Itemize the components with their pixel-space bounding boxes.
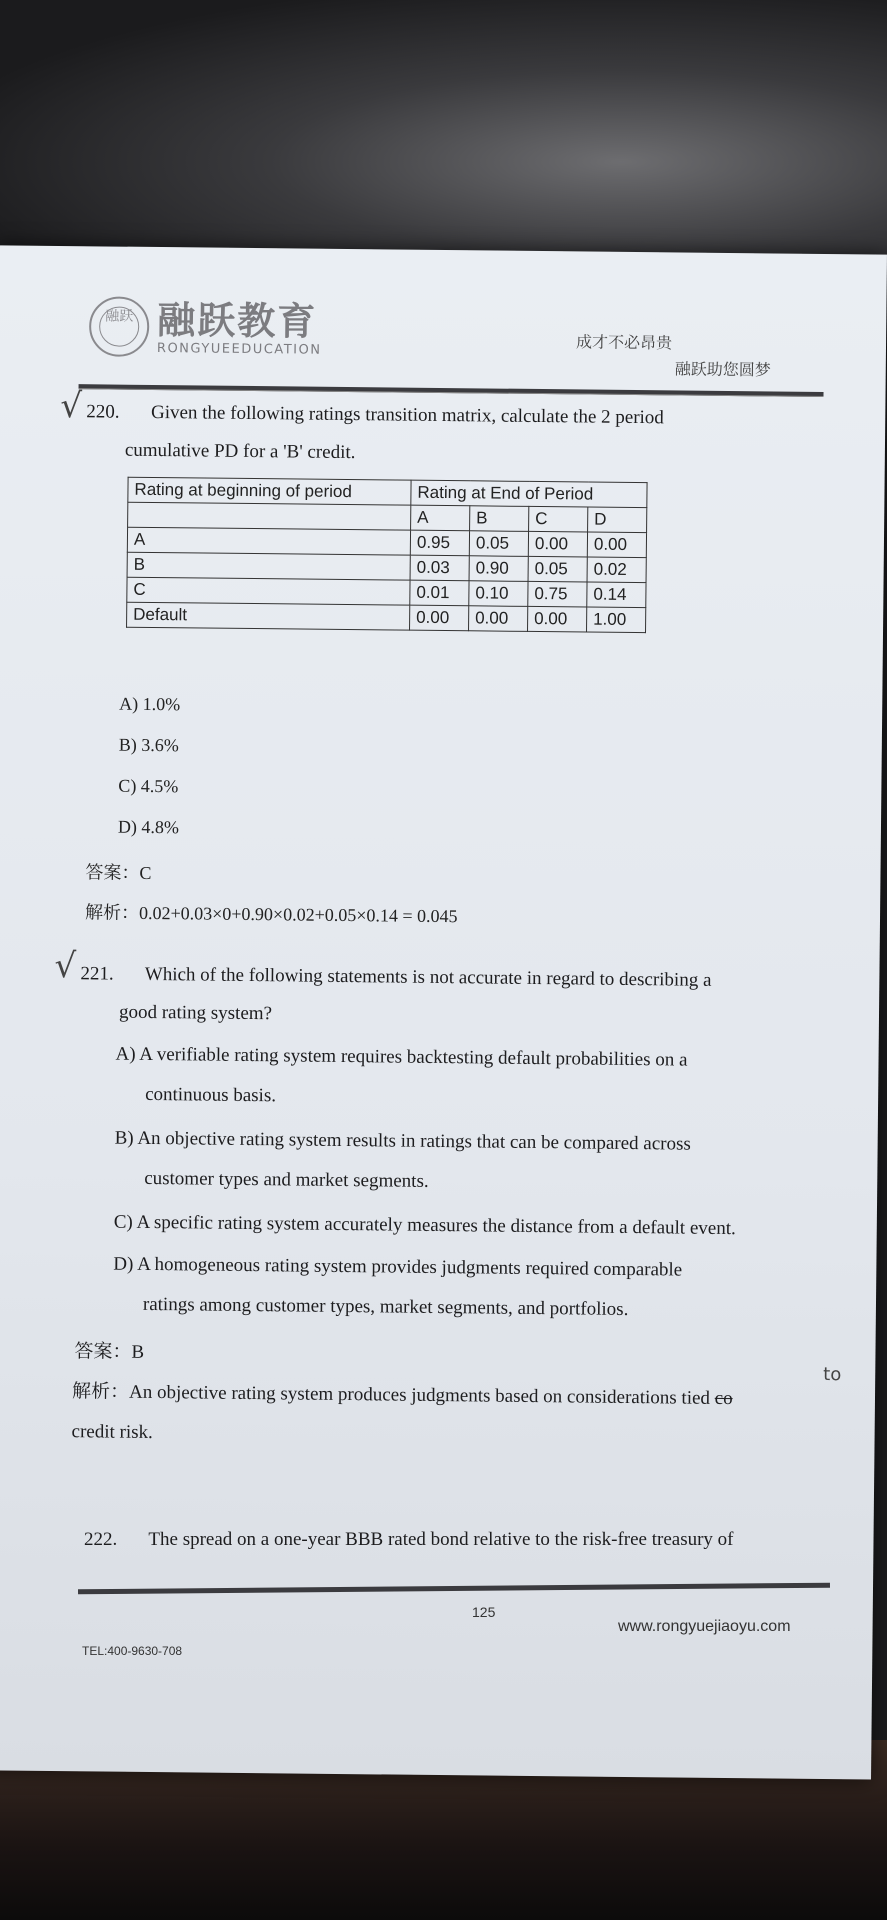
option-letter: A) [115, 1043, 136, 1065]
option-text: A specific rating system accurately measures the distance from a default event. [136, 1211, 736, 1240]
table-cell: 0.75 [528, 581, 587, 607]
empty-cell [128, 502, 411, 530]
brand-logo [89, 296, 322, 358]
table-cell: 0.00 [528, 531, 587, 557]
option-d [113, 1247, 682, 1289]
check-mark-icon: √ [60, 385, 83, 427]
option-letter: C) [118, 775, 137, 796]
subheader-cell: A [411, 505, 470, 531]
background-dark-top [0, 0, 887, 270]
footer-telephone: TEL:400-9630-708 [82, 1644, 183, 1658]
question-222 [84, 1522, 734, 1558]
header-end-rating: Rating at End of Period [411, 480, 647, 507]
logo-english-name: RONGYUEEDUCATION [156, 340, 322, 358]
analysis-label: 解析： [84, 902, 140, 923]
table-cell: 0.90 [469, 556, 528, 582]
option-text: An objective rating system results in ratings that can be compared across [137, 1127, 691, 1155]
analysis-220 [85, 898, 458, 928]
option-b [119, 735, 179, 757]
option-letter: B) [114, 1127, 134, 1149]
analysis-text: An objective rating system produces judgments based on considerations tied [128, 1381, 711, 1409]
question-text-line-2: cumulative PD for a 'B' credit. [124, 439, 356, 464]
struck-word: co [714, 1387, 733, 1410]
answer-label: 答案： [85, 862, 140, 883]
option-a [115, 1037, 687, 1079]
header-beginning-rating: Rating at beginning of period [128, 477, 411, 505]
table-cell: 0.10 [469, 581, 528, 607]
option-text: A homogeneous rating system provides judgments required comparable [137, 1253, 683, 1281]
table-cell: 0.00 [587, 532, 646, 558]
option-text: A verifiable rating system requires backtesting default probabilities on a [139, 1043, 688, 1071]
handwritten-correction: to [823, 1364, 842, 1386]
option-letter: D) [113, 1253, 134, 1275]
footer-website: www.rongyuejiaoyu.com [618, 1618, 791, 1635]
table-cell: 0.00 [410, 605, 469, 631]
question-text-line-1: Which of the following statements is not accurate in regard to describing a [144, 963, 712, 991]
table-cell: 0.01 [410, 580, 469, 606]
logo-chinese-name: 融跃教育 [157, 297, 318, 344]
row-label: B [127, 552, 410, 580]
option-letter: C) [113, 1211, 133, 1233]
question-221 [80, 956, 711, 999]
table-cell: 0.00 [469, 606, 528, 632]
option-text: 4.5% [140, 775, 179, 797]
question-text-line-1: Given the following ratings transition matrix, calculate the 2 period [150, 401, 664, 429]
option-b [114, 1121, 691, 1163]
subheader-cell: C [529, 506, 588, 532]
table-cell: 0.05 [528, 556, 587, 582]
table-cell: 0.03 [410, 555, 469, 581]
check-mark-icon: √ [54, 945, 77, 987]
row-label: C [127, 577, 410, 605]
analysis-line-2: credit risk. [71, 1421, 153, 1444]
answer-label: 答案： [74, 1341, 132, 1363]
answer-220 [85, 858, 151, 885]
option-a-line-2: continuous basis. [145, 1083, 277, 1107]
question-number: 221. [80, 963, 114, 985]
question-220 [86, 394, 664, 436]
option-d-line-2: ratings among customer types, market segments, and portfolios. [142, 1293, 629, 1320]
question-text-line-2: good rating system? [118, 1001, 273, 1025]
page-number: 125 [472, 1604, 496, 1620]
slogan-line-1: 成才不必昂贵 [575, 332, 673, 353]
analysis-label: 解析： [71, 1381, 130, 1403]
subheader-cell: B [470, 506, 529, 532]
answer-value: B [131, 1341, 145, 1363]
slogan-line-2: 融跃助您圆梦 [674, 359, 771, 380]
answer-value: C [139, 862, 152, 883]
option-letter: A) [119, 693, 139, 714]
option-c [114, 1205, 736, 1248]
table-cell: 0.02 [587, 557, 646, 583]
option-d [118, 817, 179, 839]
table-cell: 1.00 [587, 607, 646, 633]
option-letter: B) [118, 734, 137, 755]
logo-seal-text: 融跃 [99, 306, 139, 346]
subheader-cell: D [588, 507, 647, 533]
analysis-221 [72, 1374, 733, 1417]
logo-seal-icon [89, 296, 150, 357]
option-text: 1.0% [142, 693, 181, 715]
option-text: 4.8% [141, 816, 180, 838]
row-label: Default [127, 602, 410, 630]
table-cell: 0.00 [528, 606, 587, 632]
table-row [127, 602, 646, 632]
option-b-line-2: customer types and market segments. [144, 1167, 429, 1192]
table-cell: 0.05 [469, 531, 528, 557]
question-number: 222. [84, 1529, 118, 1550]
option-text: 3.6% [141, 734, 179, 756]
row-label: A [127, 527, 410, 555]
option-letter: D) [117, 816, 138, 837]
option-c [118, 776, 178, 798]
question-number: 220. [86, 401, 120, 423]
option-a [119, 694, 180, 716]
table-cell: 0.95 [410, 530, 469, 556]
question-text-line-1: The spread on a one-year BBB rated bond relative to the risk-free treasury of [148, 1529, 734, 1550]
ratings-transition-matrix [126, 477, 648, 633]
answer-221 [74, 1334, 144, 1371]
analysis-text: 0.02+0.03×0+0.90×0.02+0.05×0.14 = 0.045 [138, 902, 458, 927]
table-cell: 0.14 [587, 582, 646, 608]
